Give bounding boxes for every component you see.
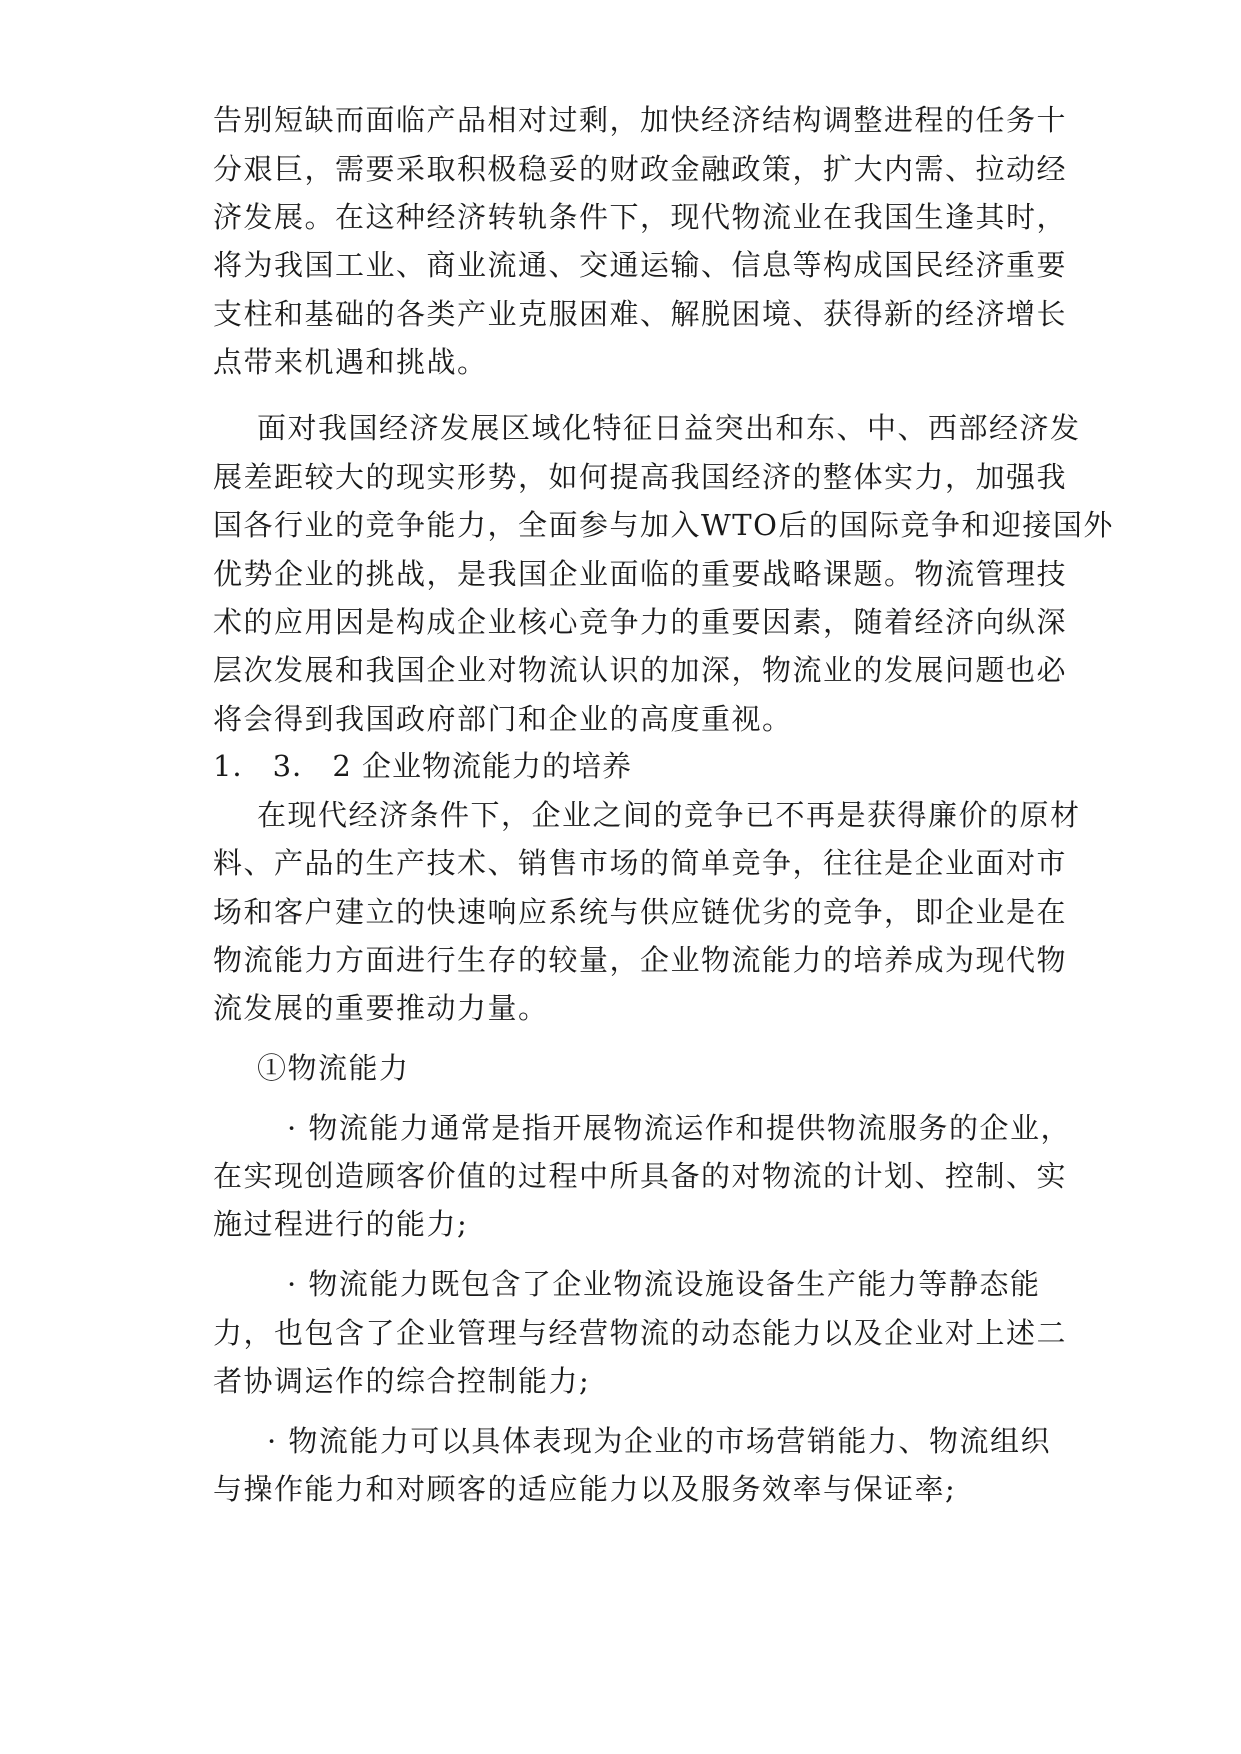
text-line: 料、产品的生产技术、销售市场的简单竞争，往往是企业面对市 (213, 846, 1068, 880)
text-line: · 物流能力既包含了企业物流设施设备生产能力等静态能 (287, 1267, 1041, 1301)
text-line: 术的应用因是构成企业核心竞争力的重要因素，随着经济向纵深 (213, 605, 1068, 639)
text-line: 与操作能力和对顾客的适应能力以及服务效率与保证率; (213, 1472, 957, 1506)
text-line: 在实现创造顾客价值的过程中所具备的对物流的计划、控制、实 (213, 1159, 1068, 1193)
text-line: 层次发展和我国企业对物流认识的加深，物流业的发展问题也必 (213, 653, 1068, 687)
text-line: 将为我国工业、商业流通、交通运输、信息等构成国民经济重要 (213, 248, 1068, 282)
text-line: 国各行业的竞争能力，全面参与加入WTO后的国际竞争和迎接国外 (213, 508, 1114, 542)
section-heading: 1． 3． 2 企业物流能力的培养 (213, 749, 633, 783)
text-line: · 物流能力通常是指开展物流运作和提供物流服务的企业， (287, 1111, 1071, 1145)
text-line: 者协调运作的综合控制能力; (213, 1364, 591, 1398)
text-line: · 物流能力可以具体表现为企业的市场营销能力、物流组织 (267, 1424, 1051, 1458)
text-line: 告别短缺而面临产品相对过剩，加快经济结构调整进程的任务十 (213, 103, 1068, 137)
text-line: 将会得到我国政府部门和企业的高度重视。 (213, 702, 793, 736)
text-line: 物流能力方面进行生存的较量，企业物流能力的培养成为现代物 (213, 943, 1068, 977)
text-line: 流发展的重要推动力量。 (213, 991, 549, 1025)
text-line: 分艰巨，需要采取积极稳妥的财政金融政策，扩大内需、拉动经 (213, 152, 1068, 186)
text-line: 点带来机遇和挑战。 (213, 345, 488, 379)
text-line: 在现代经济条件下，企业之间的竞争已不再是获得廉价的原材 (257, 798, 1081, 832)
text-line: 支柱和基础的各类产业克服困难、解脱困境、获得新的经济增长 (213, 297, 1068, 331)
text-line: 力，也包含了企业管理与经营物流的动态能力以及企业对上述二 (213, 1316, 1068, 1350)
text-line: 面对我国经济发展区域化特征日益突出和东、中、西部经济发 (257, 411, 1081, 445)
text-line: 展差距较大的现实形势，如何提高我国经济的整体实力，加强我 (213, 460, 1068, 494)
text-line: 场和客户建立的快速响应系统与供应链优劣的竞争，即企业是在 (213, 895, 1068, 929)
subheading-logistics-capability: ①物流能力 (257, 1051, 410, 1085)
text-line: 施过程进行的能力; (213, 1207, 469, 1241)
text-line: 优势企业的挑战，是我国企业面临的重要战略课题。物流管理技 (213, 557, 1068, 591)
text-line: 济发展。在这种经济转轨条件下，现代物流业在我国生逢其时， (213, 200, 1068, 234)
